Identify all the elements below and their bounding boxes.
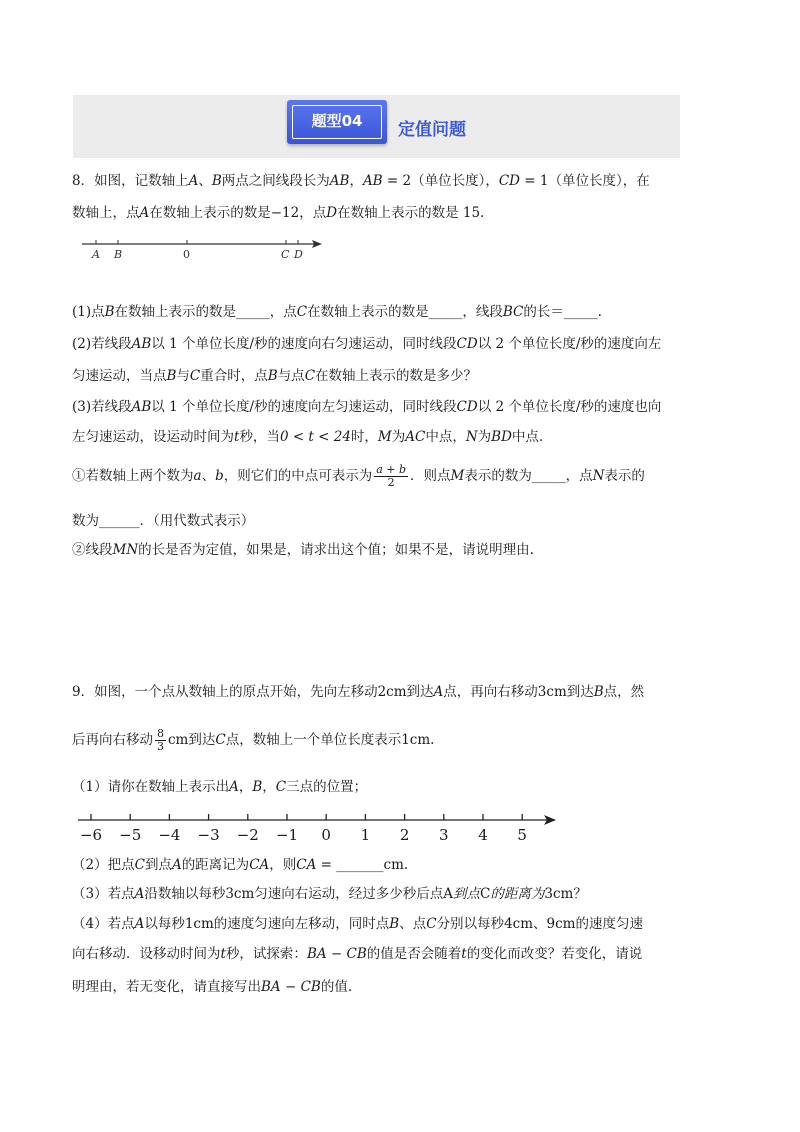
text-segment: (3)若线段 bbox=[72, 399, 132, 415]
text-segment: 数轴上，点 bbox=[72, 205, 140, 221]
text-segment: 向右移动．设移动时间为 bbox=[72, 946, 221, 962]
q8-label-d: D bbox=[294, 248, 303, 261]
text-segment: ， bbox=[349, 173, 363, 189]
text-segment: B bbox=[593, 684, 604, 700]
text-segment: t bbox=[461, 946, 467, 962]
q9-part4-line2 bbox=[72, 944, 642, 964]
text-segment: 的速度匀速 bbox=[575, 916, 643, 932]
axis-tick-label: 5 bbox=[517, 826, 527, 844]
axis-tick-label: −5 bbox=[119, 826, 142, 844]
axis-tick-label: −3 bbox=[197, 826, 220, 844]
text-segment: 匀速运动，当点 bbox=[72, 368, 167, 384]
text-segment: ， bbox=[238, 779, 253, 795]
axis-tick-label: 2 bbox=[399, 826, 410, 844]
text-segment: M bbox=[377, 429, 392, 445]
text-segment: ？ bbox=[573, 886, 587, 902]
text-segment: = _______cm. bbox=[316, 857, 409, 873]
q8-part3-line2 bbox=[72, 427, 543, 447]
text-segment: B bbox=[166, 368, 177, 384]
text-segment: 以 2 个单位长度/秒的速度也向 bbox=[477, 399, 662, 415]
text-segment: 在数轴上表示的数是_____，点 bbox=[114, 304, 297, 320]
q9-part4-line3 bbox=[72, 977, 352, 997]
text-segment: B bbox=[104, 304, 115, 320]
text-segment: 的长＝_____. bbox=[523, 304, 602, 320]
text-segment: 、点 bbox=[399, 916, 427, 932]
text-segment: a bbox=[193, 468, 202, 484]
text-segment: 到达 bbox=[566, 684, 594, 700]
text-segment: B bbox=[211, 173, 222, 189]
q8-label-b: B bbox=[114, 248, 123, 261]
text-segment: A bbox=[134, 916, 145, 932]
text-segment: 到达 bbox=[406, 684, 434, 700]
q9-part3 bbox=[72, 884, 587, 904]
text-segment: 为 bbox=[391, 429, 406, 445]
text-segment: A bbox=[443, 886, 454, 902]
text-segment: 、 bbox=[198, 173, 212, 189]
q9-number-line bbox=[78, 810, 568, 846]
text-segment: 与点 bbox=[277, 368, 305, 384]
text-segment: 两点之间线段长为 bbox=[221, 173, 330, 189]
text-segment: 点，再向右移动 bbox=[443, 684, 538, 700]
text-segment: 的距离为 bbox=[490, 886, 545, 902]
text-segment: 3cm bbox=[225, 886, 255, 902]
text-segment: BD bbox=[491, 429, 512, 445]
section-badge-label: 题型04 bbox=[292, 105, 382, 139]
text-segment: C bbox=[296, 304, 308, 320]
text-segment: BA − CB bbox=[306, 946, 367, 962]
text-segment: ②线段 bbox=[72, 542, 113, 558]
text-segment: 分别以每秒 bbox=[436, 916, 505, 932]
q8-number-line bbox=[82, 234, 327, 264]
text-segment: M bbox=[450, 468, 465, 484]
eight-thirds-fraction: $\frac{8}{3}$ bbox=[157, 727, 164, 753]
text-segment: 3cm bbox=[544, 886, 574, 902]
text-segment: BA − CB bbox=[261, 979, 321, 995]
text-segment: 为 bbox=[477, 429, 492, 445]
q8-p3c-pre bbox=[72, 468, 372, 484]
text-segment: ， bbox=[262, 779, 276, 795]
text-segment: 点，然 bbox=[603, 684, 645, 700]
text-segment: A bbox=[433, 684, 444, 700]
text-segment: 沿数轴以每秒 bbox=[144, 886, 226, 902]
text-segment: 的变化而改变？若变化，请说 bbox=[466, 946, 643, 962]
text-segment: B bbox=[252, 779, 263, 795]
axis-tick-label: −6 bbox=[79, 826, 103, 844]
text-segment: C bbox=[275, 779, 287, 795]
text-segment: 明理由，若无变化，请直接写出 bbox=[72, 979, 261, 995]
text-segment: 1cm bbox=[184, 916, 214, 932]
section-title: 定值问题 bbox=[398, 120, 466, 140]
text-segment: CD bbox=[456, 336, 478, 352]
text-segment: 秒，当 bbox=[239, 429, 280, 445]
text-segment: C bbox=[189, 368, 201, 384]
text-segment: 的值. bbox=[320, 979, 353, 995]
axis-tick-label: 1 bbox=[360, 826, 371, 844]
text-segment: 2cm bbox=[377, 684, 407, 700]
text-segment: 9cm bbox=[546, 916, 576, 932]
axis-tick-label: 0 bbox=[321, 826, 331, 844]
text-segment: 1cm bbox=[401, 732, 431, 748]
q8-part3-line1 bbox=[72, 397, 661, 417]
text-segment: 三点的位置； bbox=[286, 779, 368, 795]
text-segment: N bbox=[465, 429, 478, 445]
text-segment: = 1（单位长度），在 bbox=[520, 173, 650, 189]
text-segment: AC bbox=[405, 429, 426, 445]
q9-line2 bbox=[72, 728, 434, 753]
text-segment: 中点， bbox=[425, 429, 466, 445]
text-segment: cm bbox=[168, 732, 189, 748]
text-segment: ．则点 bbox=[410, 468, 451, 484]
q8-part1 bbox=[72, 302, 602, 322]
text-segment: 到点 bbox=[453, 886, 481, 902]
axis-tick-label: −4 bbox=[158, 826, 181, 844]
text-segment: B bbox=[267, 368, 278, 384]
text-segment: CA bbox=[296, 857, 317, 873]
text-segment: AB bbox=[329, 173, 350, 189]
axis-tick-label: −2 bbox=[236, 826, 259, 844]
text-segment: D bbox=[326, 205, 338, 221]
text-segment: 的值是否会随着 bbox=[366, 946, 462, 962]
text-segment: 表示的 bbox=[604, 468, 645, 484]
text-segment: 表示的数为_____，点 bbox=[464, 468, 593, 484]
text-segment: CD bbox=[498, 173, 520, 189]
text-segment: C bbox=[134, 857, 145, 873]
q9-part1 bbox=[72, 777, 367, 797]
text-segment: = 2（单位长度）， bbox=[382, 173, 499, 189]
text-segment: 以 1 个单位长度/秒的速度向右匀速运动，同时线段 bbox=[151, 336, 457, 352]
text-segment: 与 bbox=[176, 368, 190, 384]
q8-label-0: 0 bbox=[183, 248, 190, 261]
q8-part2-line2 bbox=[72, 366, 477, 386]
text-segment: 4cm bbox=[504, 916, 534, 932]
text-segment: （2）把点 bbox=[72, 857, 135, 873]
text-segment: AB bbox=[362, 173, 383, 189]
text-segment: 在数轴上表示的数是−12，点 bbox=[149, 205, 327, 221]
text-segment: 后再向右移动 bbox=[72, 732, 153, 748]
text-segment: 、 bbox=[533, 916, 547, 932]
text-segment: 的长是否为定值，如果是，请求出这个值；如果不是，请说明理由. bbox=[138, 542, 534, 558]
text-segment: 秒，试探索： bbox=[225, 946, 307, 962]
text-segment: 的距离记为 bbox=[181, 857, 250, 873]
text-segment: b bbox=[215, 468, 224, 484]
q8-line2 bbox=[72, 203, 484, 223]
text-segment: N bbox=[592, 468, 605, 484]
text-segment: A bbox=[139, 205, 150, 221]
axis-tick-label: 4 bbox=[478, 826, 488, 844]
text-segment: 左匀速运动，设运动时间为 bbox=[72, 429, 234, 445]
text-segment: 匀速向右运动，经过多少秒后点 bbox=[254, 886, 444, 902]
section-badge bbox=[287, 100, 387, 144]
text-segment: 在数轴上表示的数是多少？ bbox=[315, 368, 478, 384]
text-segment: C bbox=[215, 732, 226, 748]
text-segment: 时， bbox=[350, 429, 378, 445]
text-segment: 重合时，点 bbox=[200, 368, 268, 384]
text-segment: 到点 bbox=[144, 857, 172, 873]
text-segment: 9．如图，一个点从数轴上的原点开始，先向左移动 bbox=[72, 684, 378, 700]
text-segment: 点，数轴上一个单位长度表示 bbox=[225, 732, 402, 748]
text-segment: . bbox=[430, 732, 435, 748]
axis-tick-label: 3 bbox=[439, 826, 449, 844]
text-segment: 3cm bbox=[537, 684, 567, 700]
text-segment: （4）若点 bbox=[72, 916, 135, 932]
q8-p3c-post bbox=[410, 468, 645, 484]
text-segment: 、 bbox=[201, 468, 216, 484]
text-segment: 到达 bbox=[188, 732, 216, 748]
q8-line1 bbox=[72, 171, 650, 191]
text-segment: 在数轴上表示的数是 15. bbox=[337, 205, 485, 221]
text-segment: A bbox=[171, 857, 182, 873]
q8-label-c: C bbox=[281, 248, 290, 261]
q9-line1 bbox=[72, 682, 644, 702]
text-segment: C bbox=[304, 368, 316, 384]
text-segment: （1）请你在数轴上表示出 bbox=[72, 779, 230, 795]
text-segment: C bbox=[426, 916, 437, 932]
text-segment: AB bbox=[131, 336, 152, 352]
text-segment: CD bbox=[456, 399, 478, 415]
text-segment: B bbox=[389, 916, 400, 932]
text-segment: ①若数轴上两个数为 bbox=[72, 468, 194, 484]
text-segment: 数为______．（用代数式表示） bbox=[72, 513, 255, 529]
text-segment: t bbox=[234, 429, 240, 445]
text-segment: BC bbox=[502, 304, 524, 320]
text-segment: t bbox=[220, 946, 226, 962]
text-segment: MN bbox=[112, 542, 139, 558]
text-segment: （3）若点 bbox=[72, 886, 135, 902]
q8-part2-line1 bbox=[72, 334, 661, 354]
text-segment: 以每秒 bbox=[144, 916, 185, 932]
text-segment: AB bbox=[131, 399, 152, 415]
q8-part3-line4 bbox=[72, 511, 254, 531]
q9-part4-line1 bbox=[72, 914, 643, 934]
q8-part3-line3 bbox=[72, 464, 645, 489]
text-segment: ，则 bbox=[269, 857, 297, 873]
text-segment: 以 1 个单位长度/秒的速度向左匀速运动，同时线段 bbox=[151, 399, 457, 415]
text-segment: C bbox=[480, 886, 491, 902]
text-segment: 的速度匀速向左移动，同时点 bbox=[213, 916, 390, 932]
q9-part2 bbox=[72, 855, 408, 875]
text-segment: CA bbox=[249, 857, 270, 873]
text-segment: A bbox=[188, 173, 199, 189]
text-segment: 在数轴上表示的数是_____，线段 bbox=[307, 304, 503, 320]
text-segment: 以 2 个单位长度/秒的速度向左 bbox=[477, 336, 662, 352]
axis-tick-label: −1 bbox=[275, 826, 299, 844]
text-segment: (1)点 bbox=[72, 304, 105, 320]
text-segment: 0 < t < 24 bbox=[279, 429, 351, 445]
text-segment: ，则它们的中点可表示为 bbox=[223, 468, 373, 484]
text-segment: A bbox=[229, 779, 239, 795]
text-segment: 8．如图，记数轴上 bbox=[72, 173, 189, 189]
text-segment: 中点. bbox=[511, 429, 544, 445]
text-segment: A bbox=[134, 886, 145, 902]
midpoint-fraction: $\frac{a + b}{2}$ bbox=[376, 463, 407, 489]
q8-part3-line5 bbox=[72, 540, 534, 560]
q8-label-a: A bbox=[92, 248, 100, 261]
text-segment: (2)若线段 bbox=[72, 336, 132, 352]
